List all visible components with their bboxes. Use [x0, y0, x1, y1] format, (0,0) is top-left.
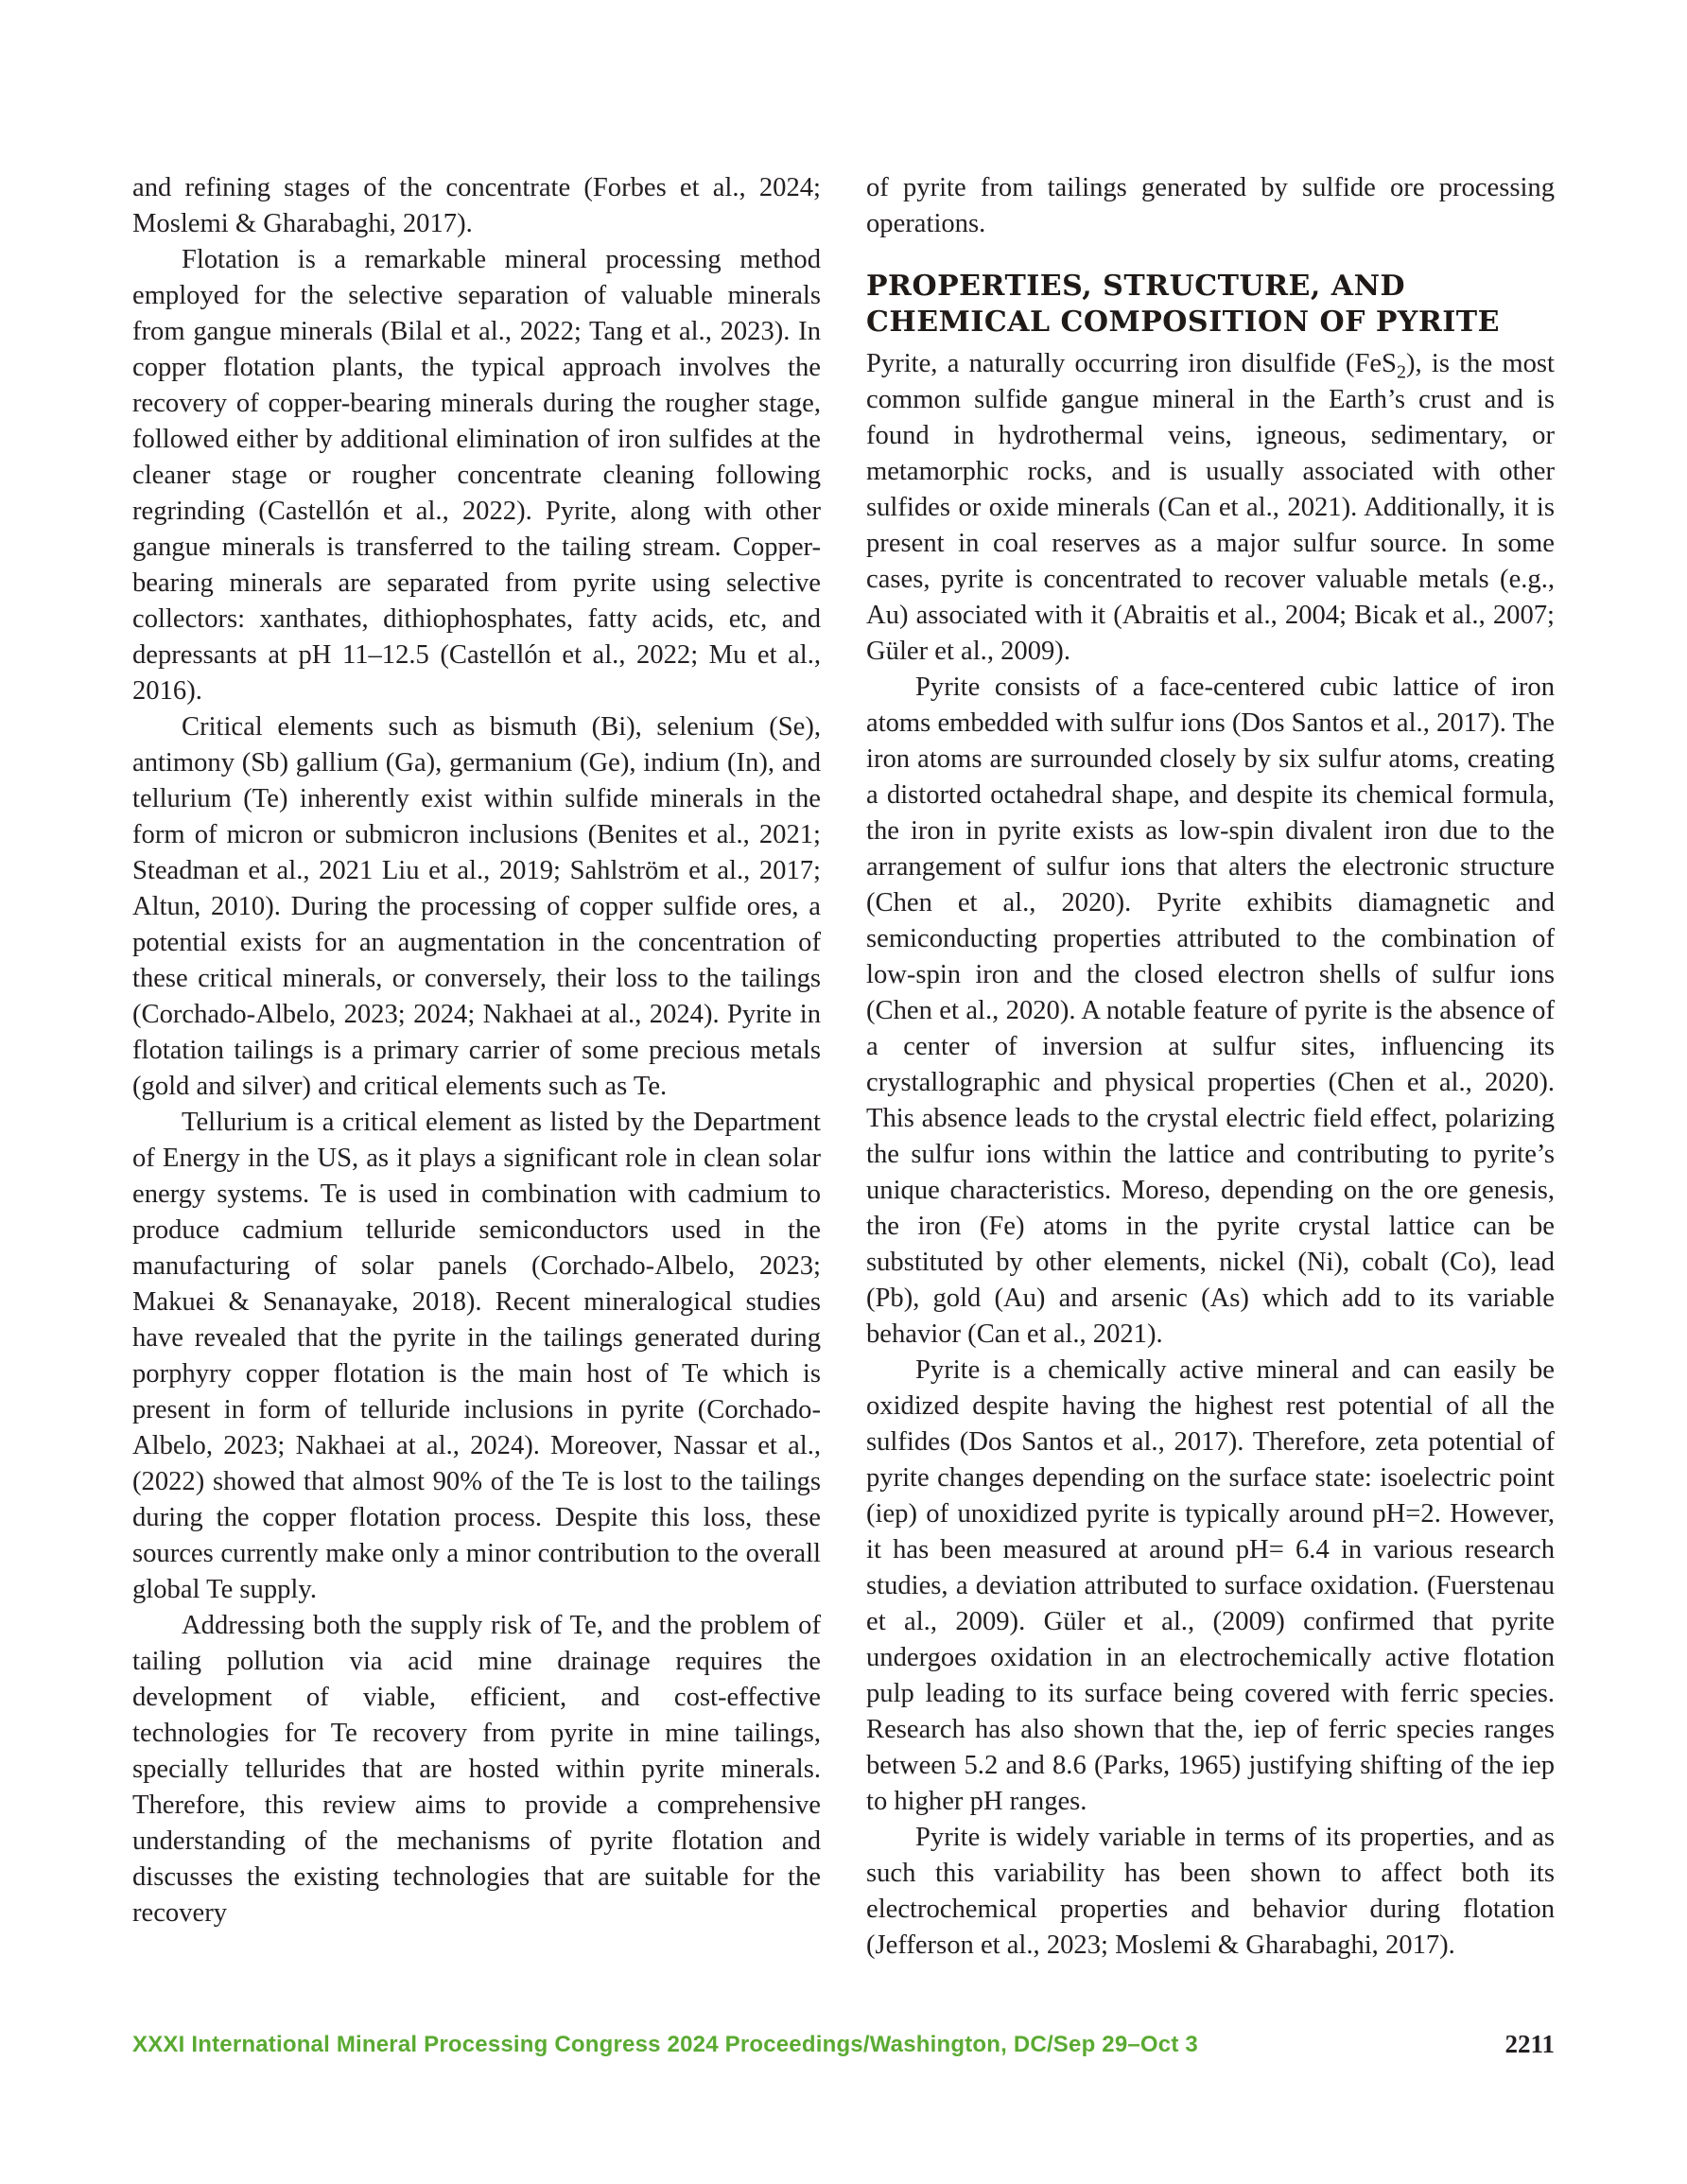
paragraph: Pyrite is a chemically active mineral and can easily be oxidized despite having the highest rest potential of all the sulfides (Dos Santos et al., 2017). Therefore, zeta potential of pyrite changes depending on the surface state: isoelectric point (iep) of unoxidized pyrite is typically around pH=2. However, it has been measured at around pH= 6.4 in various research studies, a deviation attributed to surface oxidation. (Fuerstenau et al., 2009). Güler et al., (2009) confirmed that pyrite undergoes oxidation in an electrochemically active flotation pulp leading to its surface being covered with ferric species. Research has also shown that the, iep of ferric species ranges between 5.2 and 8.6 (Parks, 1965) justifying shifting of the iep to higher pH ranges. — [866, 1355, 1555, 1816]
section-heading-line: CHEMICAL COMPOSITION OF PYRITE — [866, 306, 1500, 339]
paragraph: Addressing both the supply risk of Te, and the problem of tailing pollution via acid mine drainage requires the development of viable, efficient, and cost-effective technologies for Te recovery from pyrite in mine tailings, specially tellurides that are hosted within pyrite minerals. Therefore, this review aims to provide a comprehensive understanding of the mechanisms of pyrite flotation and discusses the existing technologies that are suitable for the recovery — [132, 1611, 821, 1928]
section-heading-line: PROPERTIES, STRUCTURE, AND — [866, 270, 1406, 303]
paragraph: Tellurium is a critical element as listed by the Department of Energy in the US, as it plays a significant role in clean solar energy systems. Te is used in combination with cadmium to produce cadmium telluride semiconductors used in the manufacturing of solar panels (Corchado-Albelo, 2023; Makuei & Senanayake, 2018). Recent mineralogical studies have revealed that the pyrite in the tailings generated during porphyry copper flotation is the main host of Te which is present in form of telluride inclusions in pyrite (Corchado-Albelo, 2023; Nakhaei at al., 2024). Moreover, Nassar et al., (2022) showed that almost 90% of the Te is lost to the tailings during the copper flotation process. Despite this loss, these sources currently make only a minor contribution to the overall global Te supply. — [132, 1108, 821, 1604]
footer-text: XXXI International Mineral Processing Congress 2024 Proceedings/Washington, DC/Sep 29–Oct 3 — [132, 2032, 1198, 2057]
paragraph: Pyrite consists of a face-centered cubic lattice of iron atoms embedded with sulfur ions (Dos Santos et al., 2017). The iron atoms are surrounded closely by six sulfur atoms, creating a distorted octahedral shape, and despite its chemical formula, the iron in pyrite exists as low-spin divalent iron due to the arrangement of sulfur ions that alters the electronic structure (Chen et al., 2020). Pyrite exhibits diamagnetic and semiconducting properties attributed to the combination of low-spin iron and the closed electron shells of sulfur ions (Chen et al., 2020). A notable feature of pyrite is the absence of a center of inversion at sulfur sites, influencing its crystallographic and physical properties (Chen et al., 2020). This absence leads to the crystal electric field effect, polarizing the sulfur ions within the lattice and contributing to pyrite’s unique characteristics. Moreso, depending on the ore genesis, the iron (Fe) atoms in the pyrite crystal lattice can be substituted by other elements, nickel (Ni), cobalt (Co), lead (Pb), gold (Au) and arsenic (As) which add to its variable behavior (Can et al., 2021). — [866, 673, 1555, 1349]
left-column — [132, 170, 821, 1931]
page-footer — [132, 2032, 1555, 2070]
page-number: 2211 — [1504, 2030, 1555, 2058]
right-column — [866, 170, 1555, 1964]
paragraph-text: Pyrite, a naturally occurring iron disulfide (FeS — [866, 349, 1397, 378]
paragraph — [866, 346, 1555, 670]
paragraph: Critical elements such as bismuth (Bi), selenium (Se), antimony (Sb) gallium (Ga), germanium (Ge), indium (In), and tellurium (Te) inherently exist within sulfide minerals in the form of micron or submicron inclusions (Benites et al., 2021; Steadman et al., 2021 Liu et al., 2019; Sahlström et al., 2017; Altun, 2010). During the processing of copper sulfide ores, a potential exists for an augmentation in the concentration of these critical minerals, or conversely, their loss to the tailings (Corchado-Albelo, 2023; 2024; Nakhaei at al., 2024). Pyrite in flotation tailings is a primary carrier of some precious metals (gold and silver) and critical elements such as Te. — [132, 712, 821, 1101]
paragraph: Pyrite is widely variable in terms of its properties, and as such this variability has been shown to affect both its electrochemical properties and behavior during flotation (Jefferson et al., 2023; Moslemi & Gharabaghi, 2017). — [866, 1823, 1555, 1960]
subscript: 2 — [1396, 361, 1406, 383]
section-heading — [866, 269, 1555, 341]
paragraph: of pyrite from tailings generated by sulfide ore processing operations. — [866, 173, 1555, 238]
paragraph: Flotation is a remarkable mineral processing method employed for the selective separation of valuable minerals from gangue minerals (Bilal et al., 2022; Tang et al., 2023). In copper flotation plants, the typical approach involves the recovery of copper-bearing minerals during the rougher stage, followed either by additional elimination of iron sulfides at the cleaner stage or rougher concentrate cleaning following regrinding (Castellón et al., 2022). Pyrite, along with other gangue minerals is transferred to the tailing stream. Copper-bearing minerals are separated from pyrite using selective collectors: xanthates, dithiophosphates, fatty acids, etc, and depressants at pH 11–12.5 (Castellón et al., 2022; Mu et al., 2016). — [132, 245, 821, 706]
paragraph-text: ), is the most common sulfide gangue mineral in the Earth’s crust and is found in hydrothermal veins, igneous, sedimentary, or metamorphic rocks, and is usually associated with other sulfides or oxide minerals (Can et al., 2021). Additionally, it is present in coal reserves as a major sulfur source. In some cases, pyrite is concentrated to recover valuable metals (e.g., Au) associated with it (Abraitis et al., 2004; Bicak et al., 2007; Güler et al., 2009). — [866, 349, 1555, 666]
paragraph: and refining stages of the concentrate (Forbes et al., 2024; Moslemi & Gharabaghi, 2017). — [132, 173, 821, 238]
